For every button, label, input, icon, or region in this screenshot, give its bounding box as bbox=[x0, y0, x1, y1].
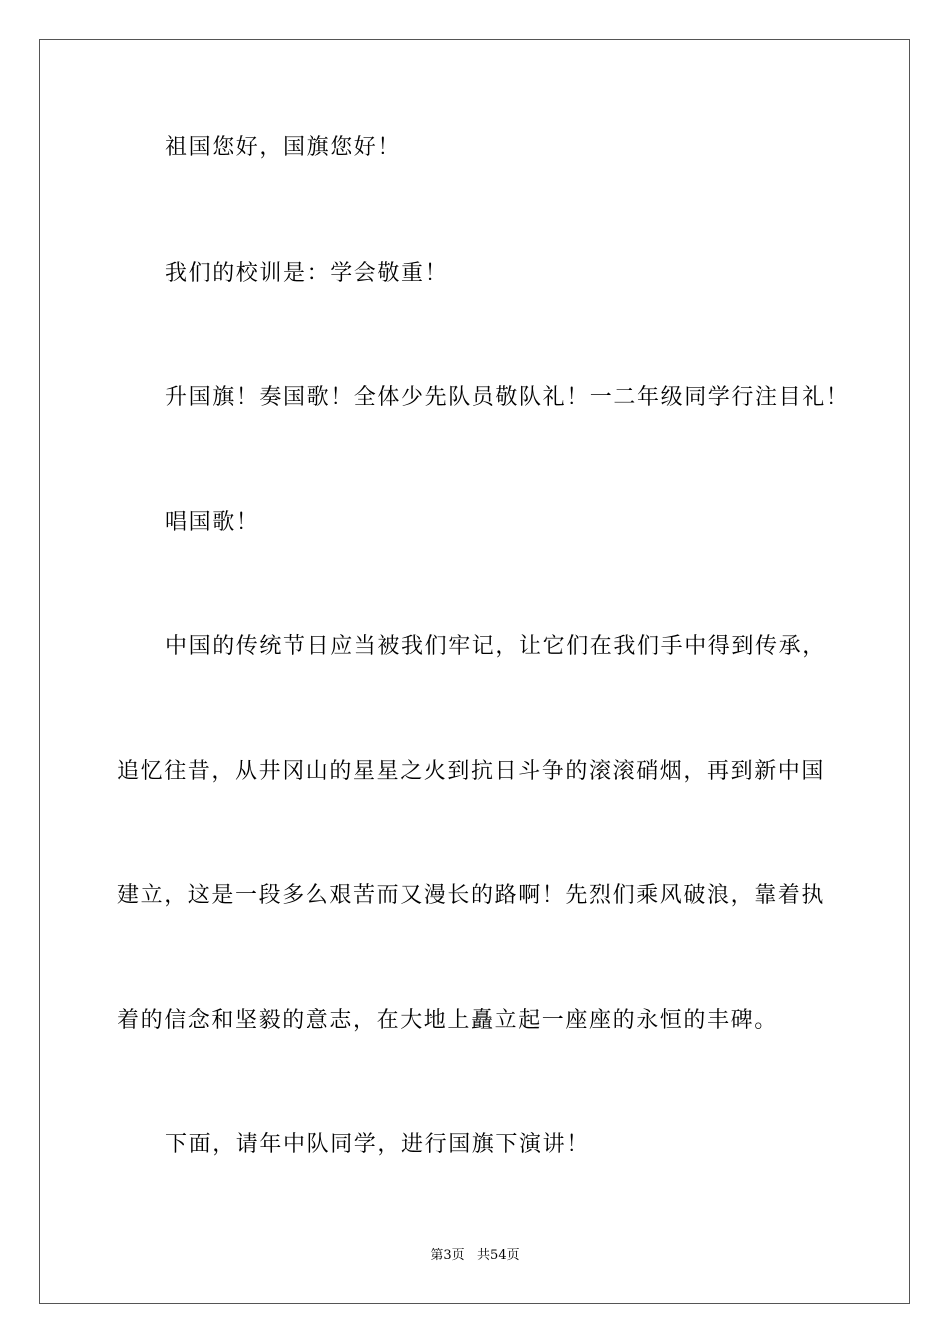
text-line-5: 中国的传统节日应当被我们牢记，让它们在我们手中得到传承， bbox=[165, 634, 826, 659]
text-line-3: 升国旗！奏国歌！全体少先队员敬队礼！一二年级同学行注目礼！ bbox=[165, 385, 850, 410]
text-line-2: 我们的校训是：学会敬重！ bbox=[165, 261, 449, 286]
page-frame bbox=[39, 39, 910, 1304]
text-line-4: 唱国歌！ bbox=[165, 510, 260, 535]
text-line-8: 着的信念和坚毅的意志，在大地上矗立起一座座的永恒的丰碑。 bbox=[117, 1008, 778, 1033]
page-number-footer: 第3页 共54页 bbox=[430, 1248, 520, 1263]
text-line-1: 祖国您好，国旗您好！ bbox=[165, 135, 402, 160]
text-line-9: 下面，请年中队同学，进行国旗下演讲！ bbox=[165, 1132, 590, 1157]
text-line-6: 追忆往昔，从井冈山的星星之火到抗日斗争的滚滚硝烟，再到新中国 bbox=[117, 759, 826, 784]
text-line-7: 建立，这是一段多么艰苦而又漫长的路啊！先烈们乘风破浪，靠着执 bbox=[117, 883, 826, 908]
